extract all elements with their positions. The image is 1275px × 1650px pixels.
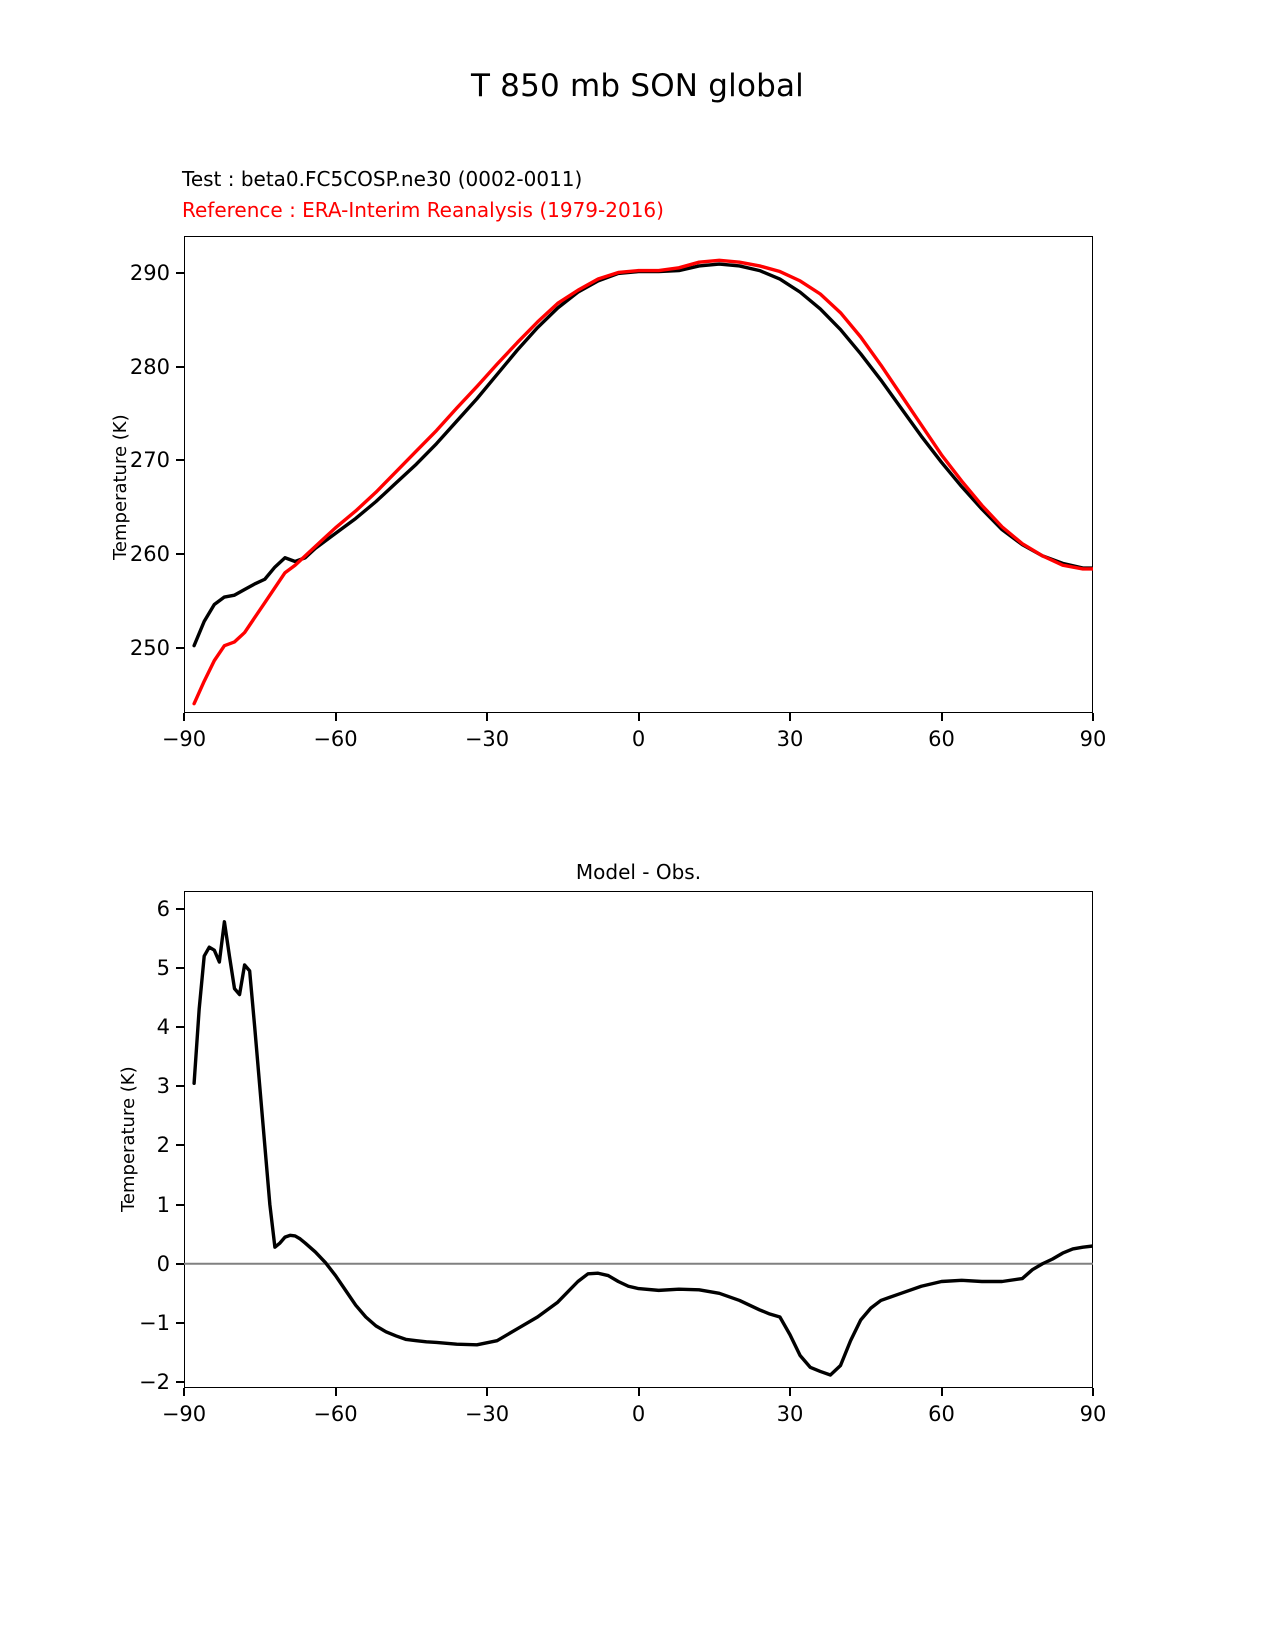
series-line-0	[194, 264, 1093, 646]
y-tick-label: 6	[156, 896, 170, 921]
x-tick-label: 90	[1079, 1402, 1107, 1426]
y-tick-label: 1	[156, 1192, 170, 1217]
y-tick-mark	[176, 459, 184, 461]
top-panel-series-layer	[0, 0, 1275, 820]
y-tick-label: 270	[129, 448, 170, 473]
y-tick-label: 2	[156, 1133, 170, 1158]
y-tick-mark	[176, 1026, 184, 1028]
y-tick-label: 4	[156, 1015, 170, 1040]
x-tick-label: 60	[928, 1402, 955, 1426]
y-tick-mark	[176, 1144, 184, 1146]
top-panel	[0, 0, 1275, 820]
top-panel-ylabel: Temperature (K)	[110, 414, 131, 560]
x-tick-mark	[941, 713, 943, 721]
x-tick-mark	[183, 1388, 185, 1396]
x-tick-mark	[486, 713, 488, 721]
y-tick-mark	[176, 272, 184, 274]
x-tick-label: −90	[161, 1402, 207, 1426]
bottom-panel-title: Model - Obs.	[575, 860, 702, 884]
series-line-0	[194, 922, 1093, 1375]
y-tick-label: 250	[129, 635, 170, 660]
y-tick-label: 5	[156, 955, 170, 980]
x-tick-mark	[638, 1388, 640, 1396]
y-tick-mark	[176, 366, 184, 368]
x-tick-label: 30	[776, 727, 804, 751]
x-tick-mark	[789, 1388, 791, 1396]
x-tick-label: 30	[776, 1402, 804, 1426]
y-tick-mark	[176, 1381, 184, 1383]
y-tick-label: −2	[139, 1370, 170, 1395]
y-tick-mark	[176, 1085, 184, 1087]
x-tick-mark	[1092, 713, 1094, 721]
y-tick-label: 280	[129, 354, 170, 379]
y-tick-mark	[176, 1322, 184, 1324]
x-tick-label: 90	[1079, 727, 1107, 751]
x-tick-mark	[335, 713, 337, 721]
bottom-panel-series-layer	[0, 820, 1275, 1650]
x-tick-label: −30	[464, 1402, 510, 1426]
y-tick-label: 3	[156, 1074, 170, 1099]
bottom-panel	[0, 820, 1275, 1650]
x-tick-label: −90	[161, 727, 207, 751]
x-tick-mark	[183, 713, 185, 721]
y-tick-mark	[176, 647, 184, 649]
legend-reference-label: Reference : ERA-Interim Reanalysis (1979-2016)	[182, 198, 664, 222]
y-tick-label: 260	[129, 542, 170, 566]
y-tick-mark	[176, 908, 184, 910]
y-tick-mark	[176, 967, 184, 969]
x-tick-label: −30	[464, 727, 510, 751]
x-tick-label: 60	[928, 727, 955, 751]
x-tick-label: −60	[313, 727, 358, 751]
x-tick-label: −60	[313, 1402, 358, 1426]
y-tick-mark	[176, 1204, 184, 1206]
bottom-panel-ylabel: Temperature (K)	[118, 1066, 139, 1212]
y-tick-label: 290	[129, 261, 170, 286]
x-tick-label: 0	[631, 727, 646, 751]
x-tick-mark	[638, 713, 640, 721]
y-tick-mark	[176, 553, 184, 555]
x-tick-label: 0	[631, 1402, 646, 1426]
legend-test-label: Test : beta0.FC5COSP.ne30 (0002-0011)	[182, 167, 583, 191]
y-tick-label: −1	[139, 1310, 170, 1335]
page-title: T 850 mb SON global	[470, 68, 804, 104]
x-tick-mark	[789, 713, 791, 721]
x-tick-mark	[1092, 1388, 1094, 1396]
x-tick-mark	[941, 1388, 943, 1396]
y-tick-label: 0	[156, 1251, 170, 1276]
x-tick-mark	[335, 1388, 337, 1396]
y-tick-mark	[176, 1263, 184, 1265]
x-tick-mark	[486, 1388, 488, 1396]
